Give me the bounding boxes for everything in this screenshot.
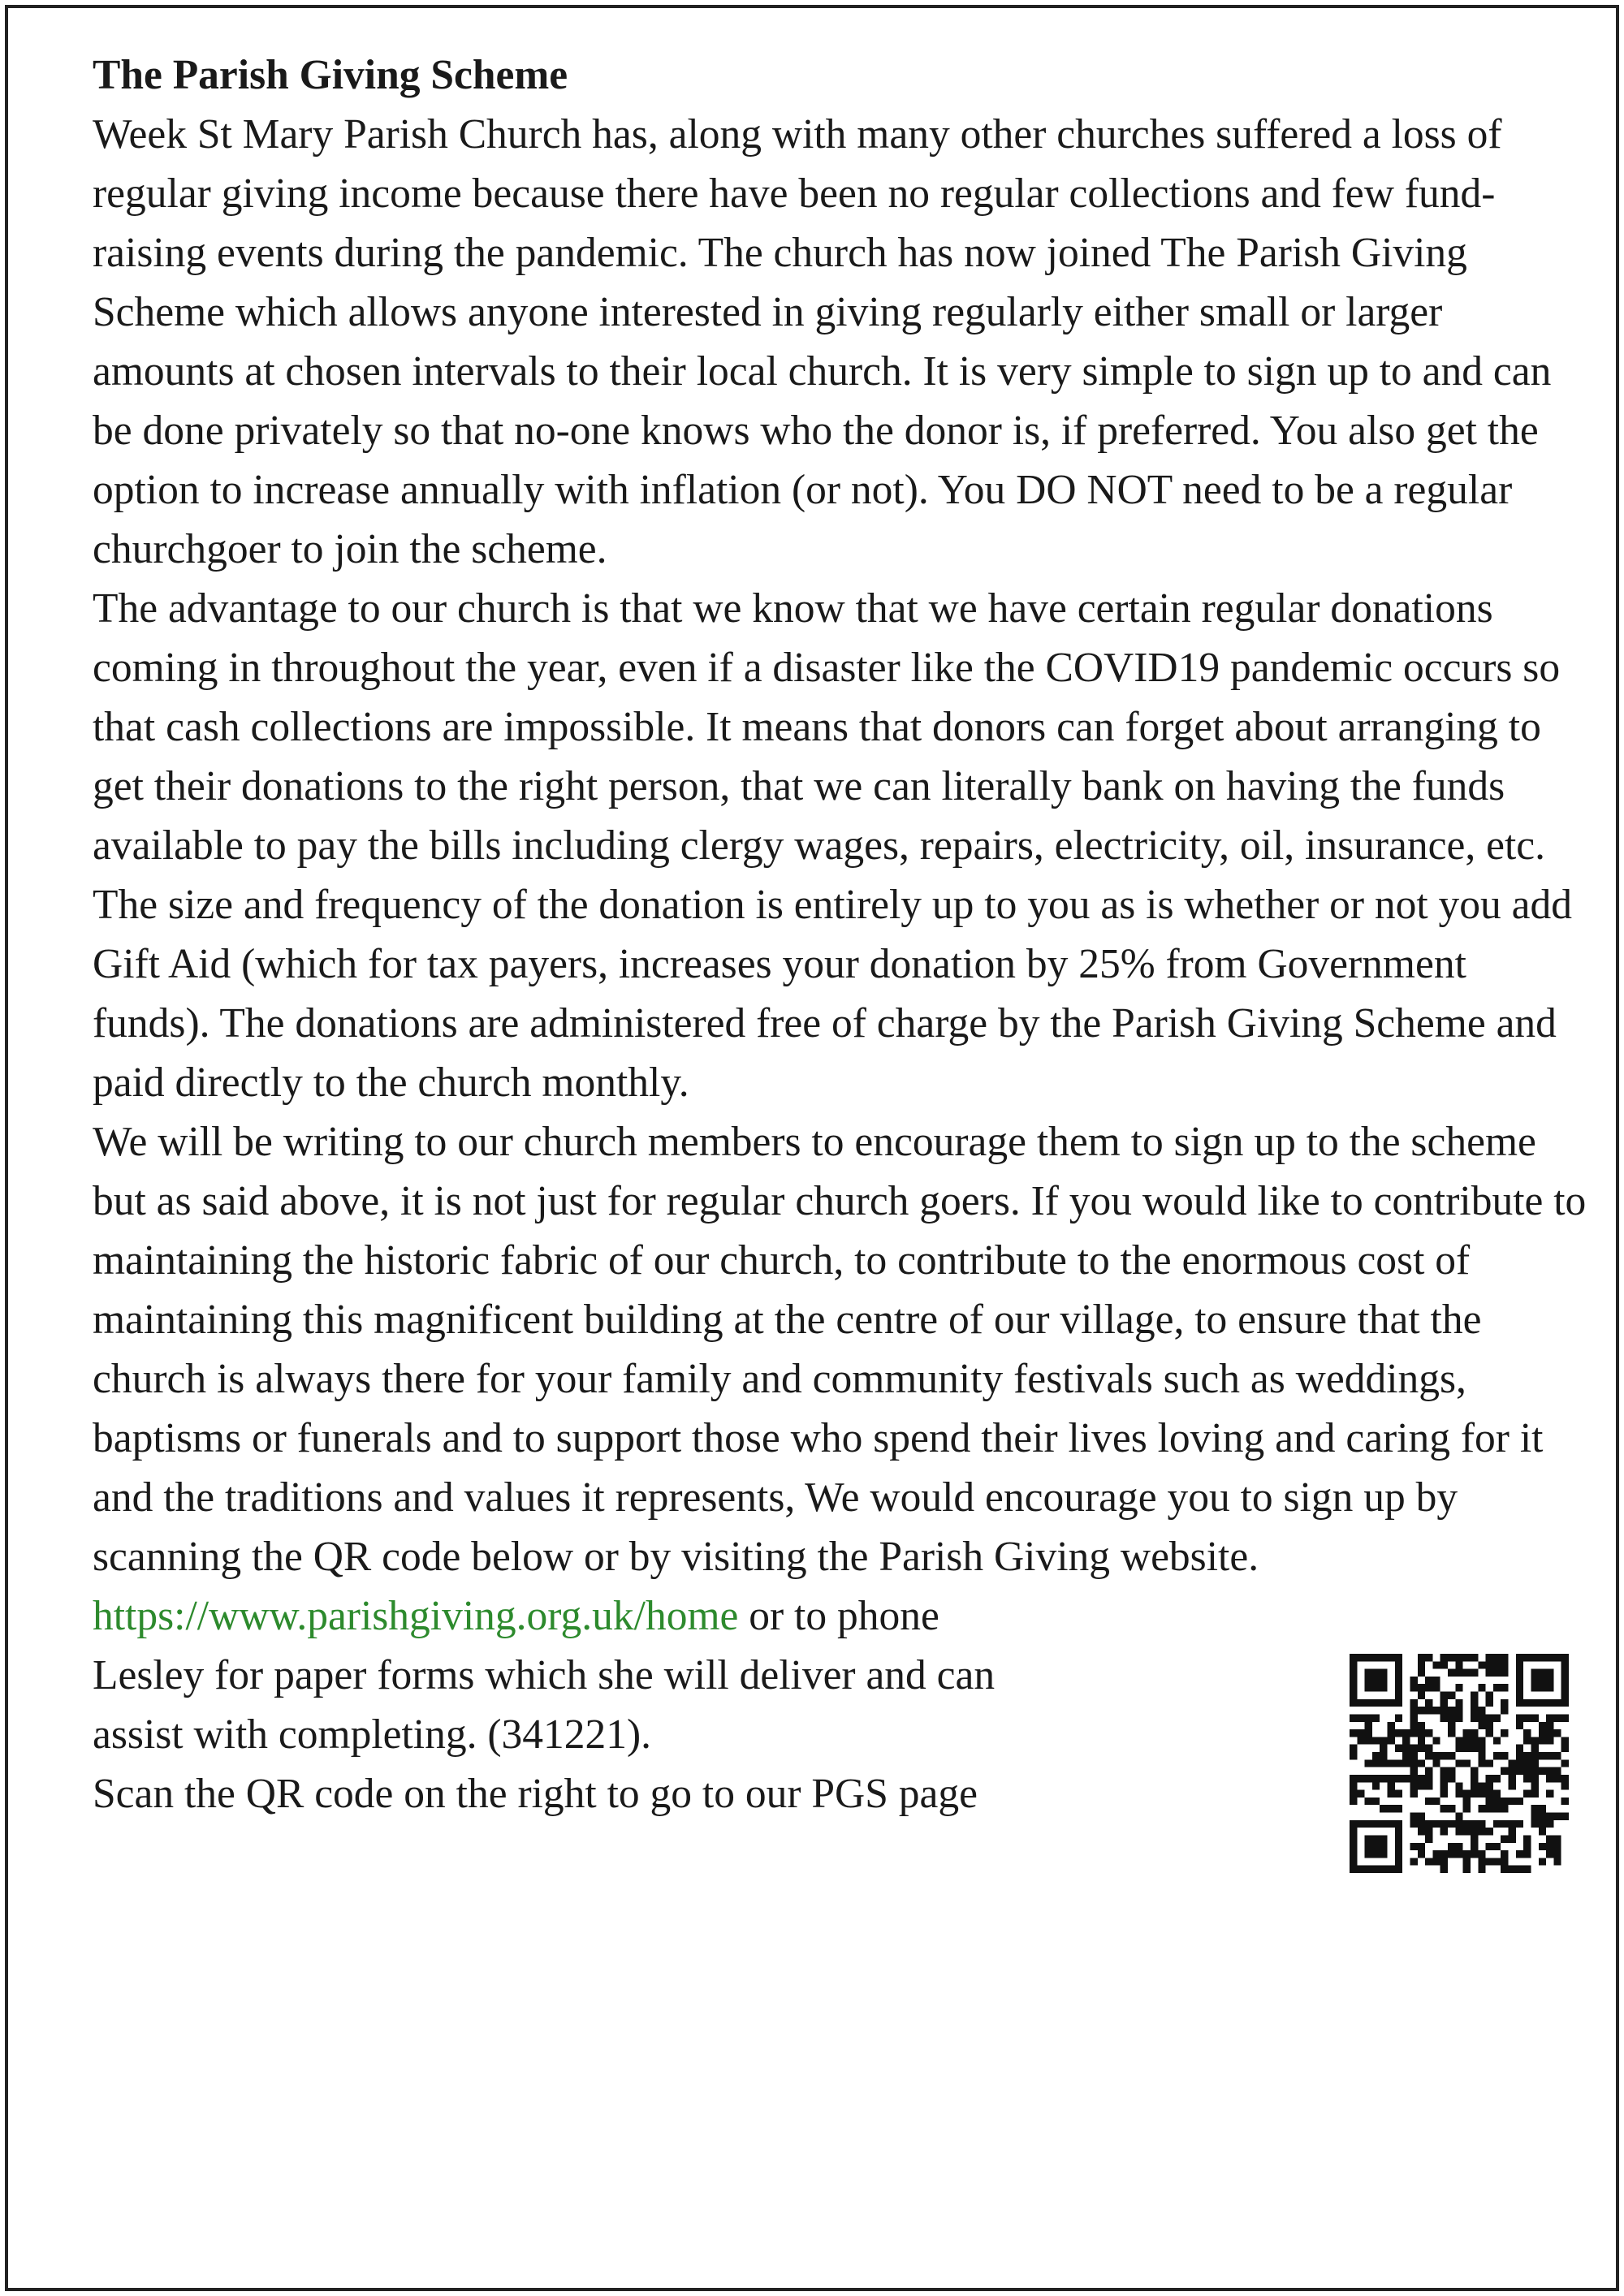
line-lesley: Lesley for paper forms which she will deliver and can [93,1652,996,1698]
bottom-section [93,1646,1587,1823]
line-assist: assist with completing. (341221). [93,1711,652,1758]
paragraph-encourage [93,1112,1587,1646]
parish-giving-link[interactable]: https://www.parishgiving.org.uk/home [93,1593,739,1639]
article-frame [5,5,1619,2291]
paragraph-encourage-text: We will be writing to our church members to encourage them to sign up to the scheme but as said above, it is not just for regular church goers. If you would like to contribute to maintaining the historic fabric of our church, to contribute to the enormous cost of maintaining this magnificent building at the centre of our village, to ensure that the church is always there for your family and community festivals such as weddings, baptisms or funerals and to support those who spend their lives loving and caring for it and the traditions and values it represents, We would encourage you to sign up by scanning the QR code below or by visiting the Parish Giving website. [93,1119,1587,1580]
paragraph-intro: Week St Mary Parish Church has, along with many other churches suffered a loss of regular giving income because there have been no regular collections and few fund-raising events during the pandemic. The church has now joined The Parish Giving Scheme which allows anyone interested in giving regularly either small or larger amounts at chosen intervals to their local church. It is very simple to sign up to and can be done privately so that no-one knows who the donor is, if preferred. You also get the option to increase annually with inflation (or not). You DO NOT need to be a regular churchgoer to join the scheme. [93,111,1552,572]
paragraph-advantage: The advantage to our church is that we know that we have certain regular donations coming in throughout the year, even if a disaster like the COVID19 pandemic occurs so that cash collections are impossible. It means that donors can forget about arranging to get their donations to the right person, that we can literally bank on having the funds available to pay the bills including clergy wages, repairs, electricity, oil, insurance, etc. The size and frequency of the donation is entirely up to you as is whether or not you add Gift Aid (which for tax payers, increases your donation by 25% from Government funds). The donations are administered free of charge by the Parish Giving Scheme and paid directly to the church monthly. [93,585,1573,1106]
paragraph-encourage-tail: or to phone [738,1593,939,1639]
line-scan: Scan the QR code on the right to go to our PGS page [93,1771,978,1817]
article-content [93,45,1587,1823]
qr-code-icon[interactable] [1350,1654,1569,1873]
article-title: The Parish Giving Scheme [93,52,568,98]
